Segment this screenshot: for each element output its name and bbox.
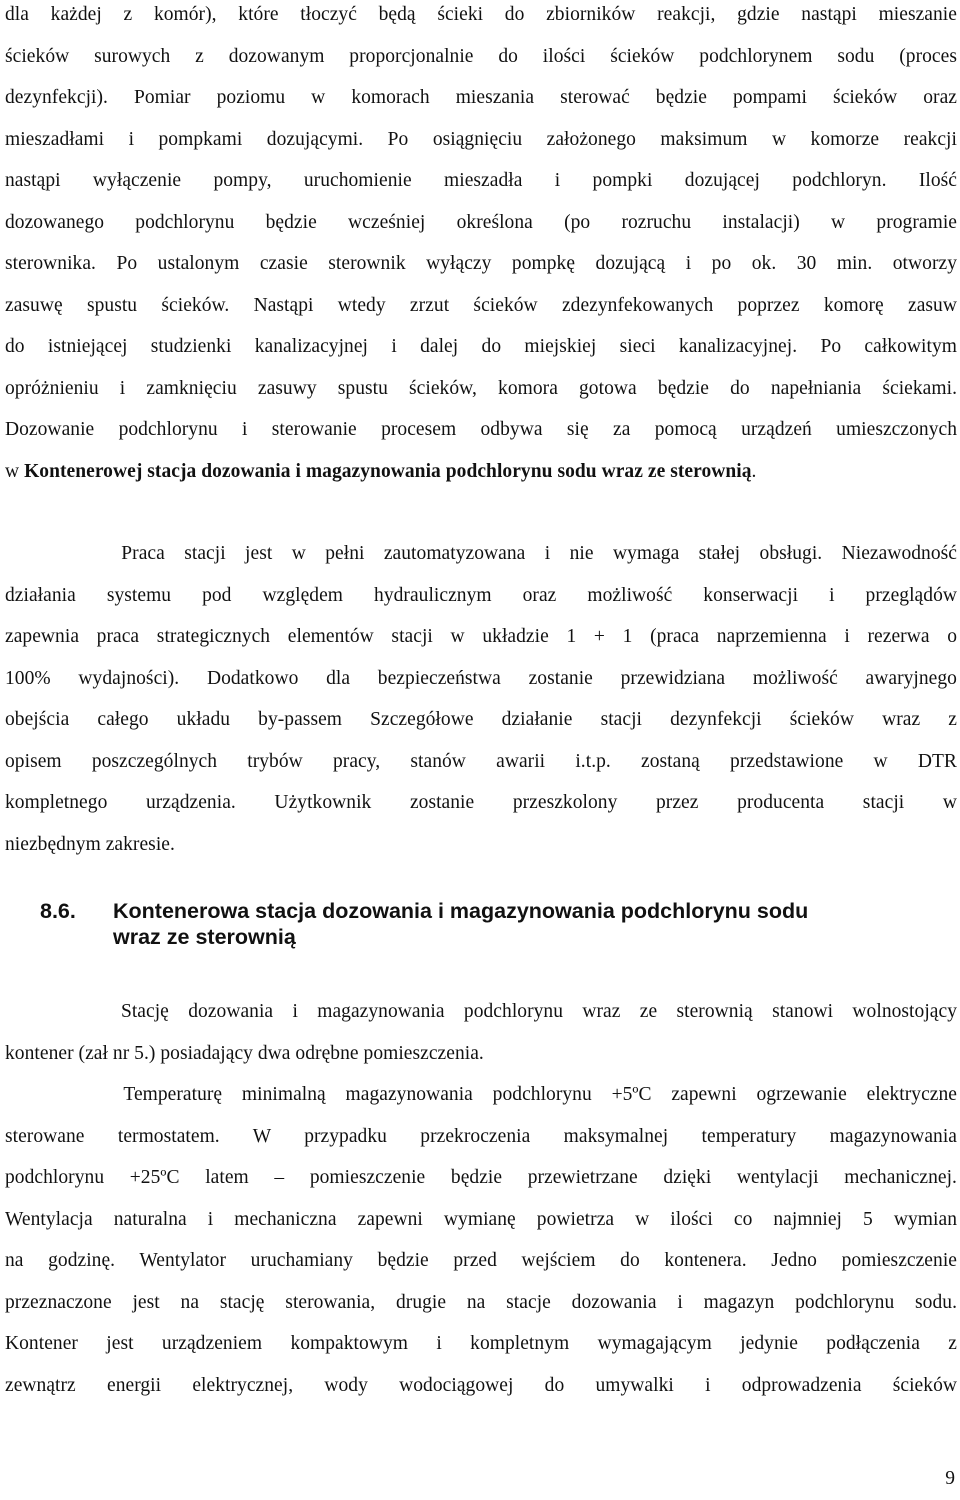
- text-line: Stację dozowania i magazynowania podchlorynu wraz ze sterownią stanowi wolnostojący: [5, 1001, 957, 1022]
- text-line: 100% wydajności). Dodatkowo dla bezpieczeństwa zostanie przewidziana możliwość awaryjnego: [5, 668, 957, 689]
- text-line: obejścia całego układu by-passem Szczegółowe działanie stacji dezynfekcji ścieków wraz z: [5, 709, 957, 730]
- text-line: sterowane termostatem. W przypadku przekroczenia maksymalnej temperatury magazynowania: [5, 1126, 957, 1147]
- text-run: w: [5, 461, 25, 482]
- text-line: dozowanego podchlorynu będzie wcześniej określona (po rozruchu instalacji) w programie: [5, 212, 957, 233]
- text-line: niezbędnym zakresie.: [5, 834, 175, 855]
- bold-text-run: Kontenerowej stacja dozowania i magazynowania podchlorynu sodu wraz ze sterownią: [24, 461, 752, 482]
- text-line: kompletnego urządzenia. Użytkownik zostanie przeszkolony przez producenta stacji w: [5, 792, 957, 813]
- text-line: zewnątrz energii elektrycznej, wody wodociągowej do umywalki i odprowadzenia ścieków: [5, 1375, 957, 1396]
- text-line: dezynfekcji). Pomiar poziomu w komorach mieszania sterować będzie pompami ścieków oraz: [5, 87, 957, 108]
- text-line: zapewnia praca strategicznych elementów stacji w układzie 1 + 1 (praca naprzemienna i rezerwa o: [5, 626, 957, 647]
- text-line: mieszadłami i pompkami dozującymi. Po osiągnięciu założonego maksimum w komorze reakcji: [5, 129, 957, 150]
- text-line: do istniejącej studzienki kanalizacyjnej i dalej do miejskiej sieci kanalizacyjnej. Po całkowitym: [5, 336, 957, 357]
- section-number: 8.6.: [40, 899, 76, 923]
- section-title: Kontenerowa stacja dozowania i magazynowania podchlorynu sodu: [113, 899, 809, 923]
- text-line: przeznaczone jest na stację sterowania, drugie na stacje dozowania i magazyn podchlorynu sodu.: [5, 1292, 957, 1313]
- text-line: dla każdej z komór), które tłoczyć będą ścieki do zbiorników reakcji, gdzie nastąpi mieszanie: [5, 4, 957, 25]
- text-line: ścieków surowych z dozowanym proporcjonalnie do ilości ścieków podchlorynem sodu (proces: [5, 46, 957, 67]
- text-line: działania systemu pod względem hydraulicznym oraz możliwość konserwacji i przeglądów: [5, 585, 957, 606]
- text-line: opróżnieniu i zamknięciu zasuwy spustu ścieków, komora gotowa będzie do napełniania ściekami.: [5, 378, 957, 399]
- text-line: Temperaturę minimalną magazynowania podchlorynu +5ºC zapewni ogrzewanie elektryczne: [5, 1084, 957, 1105]
- text-line: na godzinę. Wentylator uruchamiany będzie przed wejściem do kontenera. Jedno pomieszczenie: [5, 1250, 957, 1271]
- text-line: podchlorynu +25ºC latem – pomieszczenie będzie przewietrzane dzięki wentylacji mechanicznej.: [5, 1167, 957, 1188]
- text-line: opisem poszczególnych trybów pracy, stanów awarii i.t.p. zostaną przedstawione w DTR: [5, 751, 957, 772]
- text-line: Wentylacja naturalna i mechaniczna zapewni wymianę powietrza w ilości co najmniej 5 wymian: [5, 1209, 957, 1230]
- text-line: zasuwę spustu ścieków. Nastąpi wtedy zrzut ścieków zdezynfekowanych poprzez komorę zasuw: [5, 295, 957, 316]
- text-line: nastąpi wyłączenie pompy, uruchomienie mieszadła i pompki dozującej podchloryn. Ilość: [5, 170, 957, 191]
- text-line-with-emphasis: [5, 460, 957, 484]
- text-line: Praca stacji jest w pełni zautomatyzowana i nie wymaga stałej obsługi. Niezawodność: [5, 543, 957, 564]
- text-run: .: [751, 461, 757, 482]
- text-line: sterownika. Po ustalonym czasie sterownik wyłączy pompkę dozującą i po ok. 30 min. otworzy: [5, 253, 957, 274]
- text-line: Kontener jest urządzeniem kompaktowym i kompletnym wymagającym jedynie podłączenia z: [5, 1333, 957, 1354]
- page-number: 9: [945, 1468, 955, 1489]
- text-line: Dozowanie podchlorynu i sterowanie procesem odbywa się za pomocą urządzeń umieszczonych: [5, 419, 957, 440]
- text-line: kontener (zał nr 5.) posiadający dwa odrębne pomieszczenia.: [5, 1043, 484, 1064]
- section-title-continued: wraz ze sterownią: [113, 925, 296, 949]
